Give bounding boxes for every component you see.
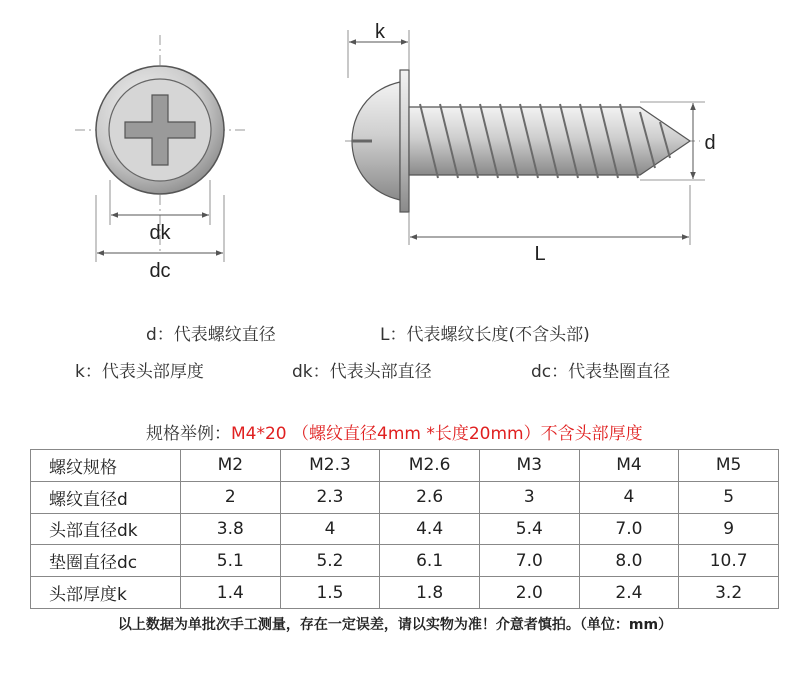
table-cell: 7.0 <box>479 545 579 577</box>
table-cell: 7.0 <box>579 513 679 545</box>
table-cell: 2.3 <box>280 481 380 513</box>
table-row <box>31 577 779 609</box>
table-cell: 1.5 <box>280 577 380 609</box>
spec-example-label: 规格举例： <box>146 424 231 444</box>
table-cell: 2.4 <box>579 577 679 609</box>
table-cell: 6.1 <box>380 545 480 577</box>
table-cell: M4 <box>579 450 679 482</box>
table-cell: 3 <box>479 481 579 513</box>
k-label: k <box>375 21 385 43</box>
table-cell: 4 <box>579 481 679 513</box>
L-label: L <box>534 243 546 265</box>
table-cell: 3.8 <box>181 513 281 545</box>
table-cell: 10.7 <box>679 545 779 577</box>
table-cell: 5.4 <box>479 513 579 545</box>
table-row <box>31 545 779 577</box>
table-cell: 5 <box>679 481 779 513</box>
table-cell: 5.1 <box>181 545 281 577</box>
legend-k: k：代表头部厚度 <box>75 362 204 382</box>
row-label: 头部厚度k <box>31 577 181 609</box>
table-cell: 1.8 <box>380 577 480 609</box>
table-row <box>31 481 779 513</box>
dc-label: dc <box>149 260 171 282</box>
spec-example <box>146 419 643 444</box>
spec-example-value: M4*20 （螺纹直径4mm *长度20mm）不含头部厚度 <box>231 424 643 444</box>
table-cell: 5.2 <box>280 545 380 577</box>
spec-table <box>30 449 779 609</box>
legend-dc: dc：代表垫圈直径 <box>531 362 671 382</box>
table-cell: M2.6 <box>380 450 480 482</box>
row-label: 头部直径dk <box>31 513 181 545</box>
table-cell: 2 <box>181 481 281 513</box>
table-cell: M3 <box>479 450 579 482</box>
table-cell: 2.0 <box>479 577 579 609</box>
dk-label: dk <box>149 222 171 244</box>
table-cell: M5 <box>679 450 779 482</box>
washer-side <box>400 70 409 212</box>
legend-d: d：代表螺纹直径 <box>146 325 276 345</box>
table-cell: 3.2 <box>679 577 779 609</box>
screw-side-view <box>345 21 716 265</box>
table-cell: 9 <box>679 513 779 545</box>
table-row <box>31 450 779 482</box>
table-row <box>31 513 779 545</box>
measurement-footnote: 以上数据为单批次手工测量，存在一定误差，请以实物为准！介意者慎拍。（单位：mm） <box>117 617 673 633</box>
screw-dimension-diagram <box>0 0 790 300</box>
table-cell: 1.4 <box>181 577 281 609</box>
row-label: 垫圈直径dc <box>31 545 181 577</box>
table-cell: 4 <box>280 513 380 545</box>
table-cell: 4.4 <box>380 513 480 545</box>
table-cell: 8.0 <box>579 545 679 577</box>
row-label: 螺纹直径d <box>31 481 181 513</box>
legend-dk: dk：代表头部直径 <box>292 362 432 382</box>
d-label: d <box>704 132 716 154</box>
row-label: 螺纹规格 <box>31 450 181 482</box>
table-cell: 2.6 <box>380 481 480 513</box>
screw-top-view <box>75 35 245 282</box>
legend-L: L：代表螺纹长度(不含头部) <box>380 325 590 345</box>
table-cell: M2 <box>181 450 281 482</box>
table-cell: M2.3 <box>280 450 380 482</box>
